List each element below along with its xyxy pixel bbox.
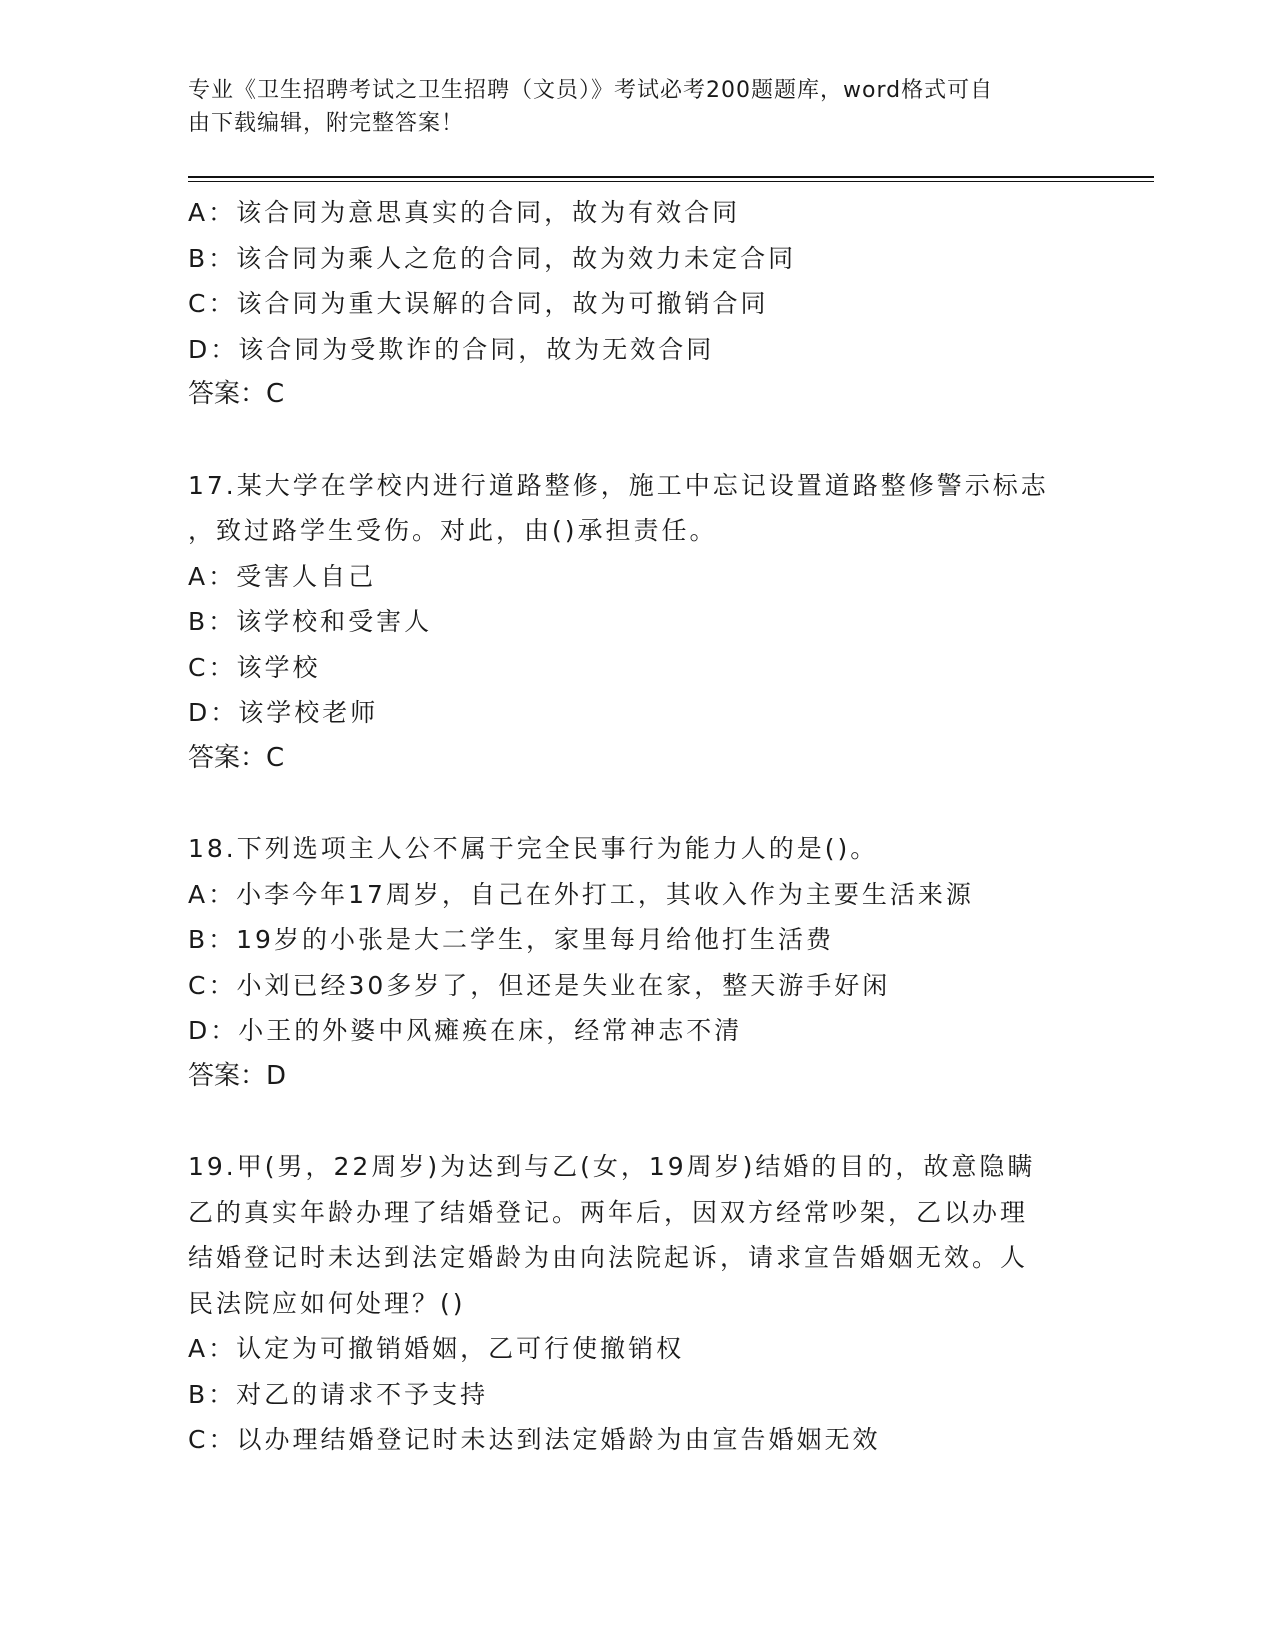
question-stem: 结婚登记时未达到法定婚龄为由向法院起诉，请求宣告婚姻无效。人 — [188, 1243, 1029, 1272]
question-stem: 18.下列选项主人公不属于完全民事行为能力人的是()。 — [188, 834, 879, 863]
option-a: A：认定为可撤销婚姻，乙可行使撤销权 — [188, 1334, 685, 1363]
option-c: C：以办理结婚登记时未达到法定婚龄为由宣告婚姻无效 — [188, 1425, 881, 1454]
question-stem: 乙的真实年龄办理了结婚登记。两年后，因双方经常吵架，乙以办理 — [188, 1197, 1029, 1227]
option-d: D：该合同为受欺诈的合同，故为无效合同 — [188, 334, 715, 364]
option-b: B：该合同为乘人之危的合同，故为效力未定合同 — [188, 243, 797, 273]
question-stem: 17.某大学在学校内进行道路整修，施工中忘记设置道路整修警示标志 — [188, 470, 1049, 500]
option-b: B：该学校和受害人 — [188, 607, 433, 636]
option-a: A：受害人自己 — [188, 561, 377, 591]
question-stem: 19.甲(男，22周岁)为达到与乙(女，19周岁)结婚的目的，故意隐瞒 — [188, 1152, 1036, 1181]
header-divider-thick — [188, 176, 1154, 178]
question-stem: ，致过路学生受伤。对此，由()承担责任。 — [188, 516, 718, 545]
question-stem: 民法院应如何处理？() — [188, 1288, 466, 1318]
option-b: B：对乙的请求不予支持 — [188, 1379, 489, 1409]
option-b: B：19岁的小张是大二学生，家里每月给他打生活费 — [188, 925, 834, 954]
question-17-block — [188, 463, 1088, 782]
option-d: D：该学校老师 — [188, 698, 379, 727]
option-d: D：小王的外婆中风瘫痪在床，经常神志不清 — [188, 1016, 743, 1045]
question-16-block — [188, 190, 1088, 418]
header-line-2: 由下载编辑，附完整答案！ — [188, 111, 465, 136]
option-c: C：该合同为重大误解的合同，故为可撤销合同 — [188, 289, 769, 318]
answer: 答案：C — [188, 379, 285, 409]
document-header — [188, 74, 1088, 140]
option-c: C：该学校 — [188, 652, 321, 682]
question-19-block — [188, 1144, 1088, 1463]
answer: 答案：C — [188, 742, 285, 773]
question-18-block — [188, 826, 1088, 1099]
option-c: C：小刘已经30多岁了，但还是失业在家，整天游手好闲 — [188, 970, 891, 1000]
answer: 答案：D — [188, 1060, 287, 1091]
question-list — [188, 190, 1088, 1463]
option-a: A：该合同为意思真实的合同，故为有效合同 — [188, 198, 741, 227]
header-line-1: 专业《卫生招聘考试之卫生招聘（文员）》考试必考200题题库，word格式可自 — [188, 78, 994, 103]
option-a: A：小李今年17周岁，自己在外打工，其收入作为主要生活来源 — [188, 879, 974, 909]
header-divider-thin — [188, 181, 1154, 182]
